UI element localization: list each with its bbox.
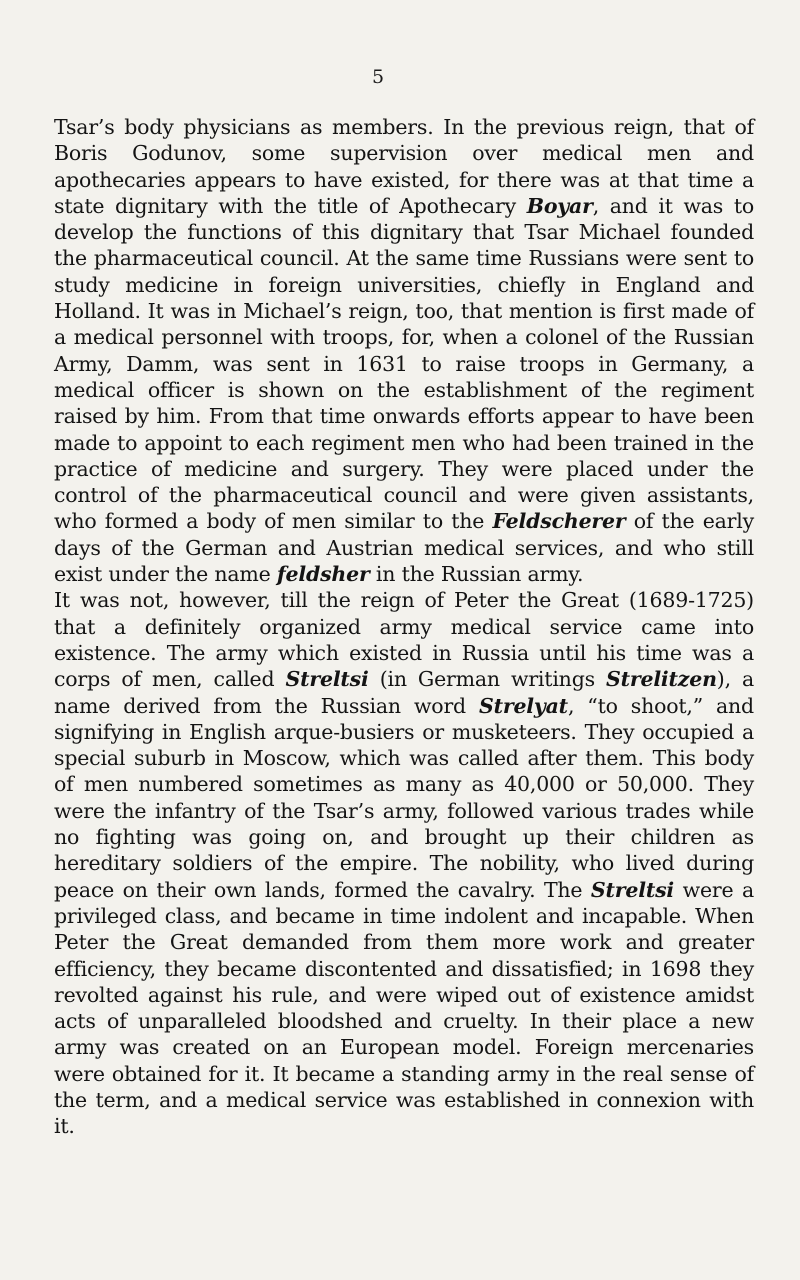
text-run: , “to shoot,” and signifying in English arque-busiers or musketeers. They occupied a special suburb in Moscow, which was called after them. This body of men numbered sometimes as many as 40,000 or 50,000. They were the infantry of the Tsar’s army, followed various trades while no fighting was going on, and brought up their children as hereditary soldiers of the empire. The nobility, who lived during peace on their own lands, formed the cavalry. The: [54, 693, 754, 902]
italic-term-strelitzen: Strelitzen: [606, 667, 717, 692]
italic-term-strelyat: Strelyat: [478, 693, 568, 718]
text-run: ), a name derived from the Russian word: [54, 667, 755, 718]
italic-term-streltsi: Streltsi: [285, 667, 369, 692]
paragraph-2: [54, 587, 754, 1139]
text-run: were a privileged class, and became in time indolent and incapable. When Peter the Great demanded from them more work and greater efficiency, they became discontented and dissatisfied; in 1698 they revolted against his rule, and were wiped out of existence amidst acts of unparalleled bloodshed and cruelty. In their place a new army was created on an European model. Foreign mercenaries were obtained for it. It became a standing army in the real sense of the term, and a medical service was established in connexion with it.: [54, 877, 754, 1139]
text-run: Tsar’s body physicians as members. In the previous reign, that of Boris Godunov, some supervision over medical men and apothecaries appears to have existed, for there was at that time a state dignitary with the title of Apothecary: [54, 115, 754, 218]
paragraph-1: [54, 114, 754, 587]
text-run: of the early days of the German and Austrian medical services, and who still exist under the name: [54, 509, 755, 587]
text-run: , and it was to develop the functions of this dignitary that Tsar Michael founded the pharmaceutical council. At the same time Russians were sent to study medicine in foreign universities, chiefly in England and Holland. It was in Michael’s reign, too, that mention is first made of a medical personnel with troops, for, when a colonel of the Russian Army, Damm, was sent in 1631 to raise troops in Germany, a medical officer is shown on the establishment of the regiment raised by him. From that time onwards efforts appear to have been made to appoint to each regiment men who had been trained in the practice of medicine and surgery. They were placed under the control of the pharmaceutical council and were given assistants, who formed a body of men similar to the: [54, 193, 755, 534]
italic-term-streltsi: Streltsi: [590, 877, 675, 902]
italic-term-boyar: Boyar: [526, 193, 593, 218]
text-run: It was not, however, till the reign of Peter the Great (1689-1725) that a definitely organized army medical service came into existence. The army which existed in Russia until his time was a corps of men, called: [54, 588, 754, 692]
body-text: [54, 114, 754, 1140]
page-number: 5: [371, 66, 385, 88]
text-run: in the Russian army.: [369, 562, 584, 587]
italic-term-feldscherer: Feldscherer: [492, 509, 626, 534]
italic-term-feldsher: feldsher: [276, 562, 370, 587]
text-run: (in German writings: [368, 667, 607, 692]
